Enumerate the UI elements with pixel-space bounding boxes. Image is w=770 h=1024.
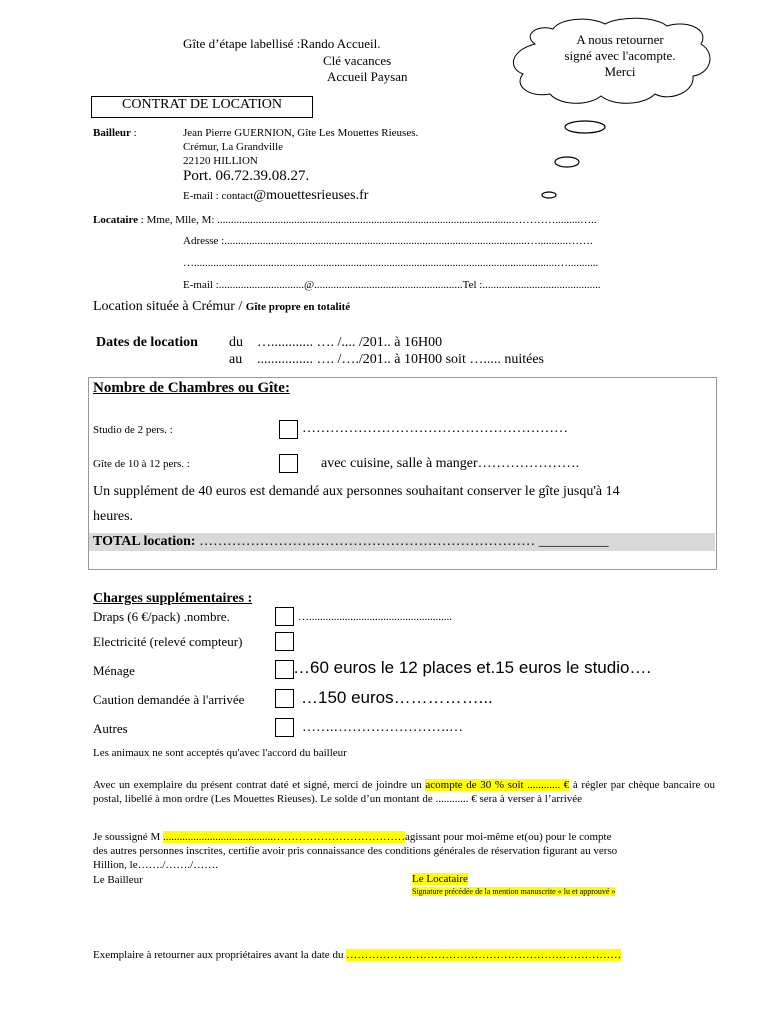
- header-line-3: Accueil Paysan: [327, 69, 408, 84]
- cloud-line-2: signé avec l'acompte.: [564, 48, 676, 63]
- electricite-checkbox[interactable]: [275, 632, 294, 651]
- header-line-1: Gîte d’étape labellisé :Rando Accueil.: [183, 36, 381, 51]
- location-line: Location située à Crémur / Gîte propre en totalité: [93, 299, 351, 314]
- charge-menage-label: Ménage: [93, 663, 135, 678]
- acompte-paragraph: Avec un exemplaire du présent contrat daté et signé, merci de joindre un acompte de 30 % soit ............ € à régler par chèque bancaire ou postal, libellé à mon ordre (Les Mouettes Rieuses). Le solde d’un montant de ............ € sera à verser à l’arrivée: [93, 779, 715, 805]
- bailleur-name: Jean Pierre GUERNION, Gîte Les Mouettes Rieuses.: [183, 127, 419, 139]
- studio-dots[interactable]: …………………………………………………: [302, 421, 568, 436]
- soussigne-line-1: Je soussigné M ........................................………………………………agissant pour moi-même et(ou) pour le compte: [93, 831, 612, 843]
- charge-caution-label: Caution demandée à l'arrivée: [93, 692, 245, 707]
- soussigne-line-3: Hillion, le……./……./…….: [93, 859, 218, 871]
- charge-electricite-label: Electricité (relevé compteur): [93, 634, 243, 649]
- menage-checkbox[interactable]: [275, 660, 294, 679]
- gite-label: Gîte de 10 à 12 pers. :: [93, 458, 190, 470]
- soussigne-line-2: des autres personnes inscrites, certifie avoir pris connaissance des conditions générales de réservation figurant au verso: [93, 845, 618, 857]
- locataire-email-tel[interactable]: E-mail :...............................@......................................................Tel :...........................................: [183, 279, 601, 291]
- charge-menage-value: …60 euros le 12 places et.15 euros le studio….: [293, 658, 652, 677]
- dates-du-label: du: [229, 335, 243, 350]
- supplement-line-2: heures.: [93, 509, 134, 524]
- charge-autres-value[interactable]: …….…………………….…: [302, 720, 463, 735]
- locataire-adresse-2[interactable]: …....................................................................................................................................…...........: [183, 257, 599, 269]
- dates-label: Dates de location: [96, 335, 198, 350]
- bailleur-address-2: 22120 HILLION: [183, 155, 258, 167]
- bailleur-address-1: Crémur, La Grandville: [183, 141, 284, 153]
- bailleur-email: E-mail : contact@mouettesrieuses.fr: [183, 188, 369, 203]
- gite-text: avec cuisine, salle à manger………………….: [321, 456, 580, 471]
- header-line-2: Clé vacances: [323, 53, 392, 68]
- charge-draps-label: Draps (6 €/pack) .nombre.: [93, 609, 230, 624]
- footer-line: Exemplaire à retourner aux propriétaires avant la date du …………………………………………………………………: [93, 949, 622, 961]
- bailleur-phone: Port. 06.72.39.08.27.: [183, 168, 310, 184]
- signature-locataire: Le Locataire: [412, 873, 468, 885]
- charge-caution-value: …150 euros……………...: [301, 688, 493, 707]
- autres-checkbox[interactable]: [275, 718, 294, 737]
- studio-label: Studio de 2 pers. :: [93, 424, 173, 436]
- locataire-adresse[interactable]: Adresse :..............................................................................................................…...........…….: [183, 235, 593, 247]
- total-line[interactable]: TOTAL location: ……………………………………………………………… __________: [93, 534, 609, 549]
- bailleur-label: Bailleur :: [93, 127, 137, 139]
- dates-au-label: au: [229, 352, 243, 367]
- signature-bailleur: Le Bailleur: [93, 874, 143, 886]
- animaux-note: Les animaux ne sont acceptés qu'avec l'accord du bailleur: [93, 747, 347, 759]
- charge-draps-value[interactable]: …....................................................: [298, 611, 452, 623]
- dates-au-value[interactable]: ................ …. /…./201.. à 10H00 soit …..... nuitées: [257, 352, 544, 367]
- gite-checkbox[interactable]: [279, 454, 298, 473]
- signature-mention: Signature précédée de la mention manuscrite « lu et approuvé »: [412, 887, 616, 896]
- locataire-line: Locataire : Mme, Mlle, M: ...........................................................................................................………….........…..: [93, 214, 597, 226]
- supplement-line-1: Un supplément de 40 euros est demandé aux personnes souhaitant conserver le gîte jusqu'à 14: [93, 484, 620, 499]
- charges-heading: Charges supplémentaires :: [93, 591, 253, 606]
- chambres-heading: Nombre de Chambres ou Gîte:: [93, 380, 290, 396]
- studio-checkbox[interactable]: [279, 420, 298, 439]
- caution-checkbox[interactable]: [275, 689, 294, 708]
- page-title: CONTRAT DE LOCATION: [122, 97, 282, 112]
- cloud-line-3: Merci: [604, 64, 636, 79]
- draps-checkbox[interactable]: [275, 607, 294, 626]
- charge-autres-label: Autres: [93, 721, 128, 736]
- cloud-line-1: A nous retourner: [576, 32, 664, 47]
- dates-du-value[interactable]: …............ …. /.... /201.. à 16H00: [257, 335, 443, 350]
